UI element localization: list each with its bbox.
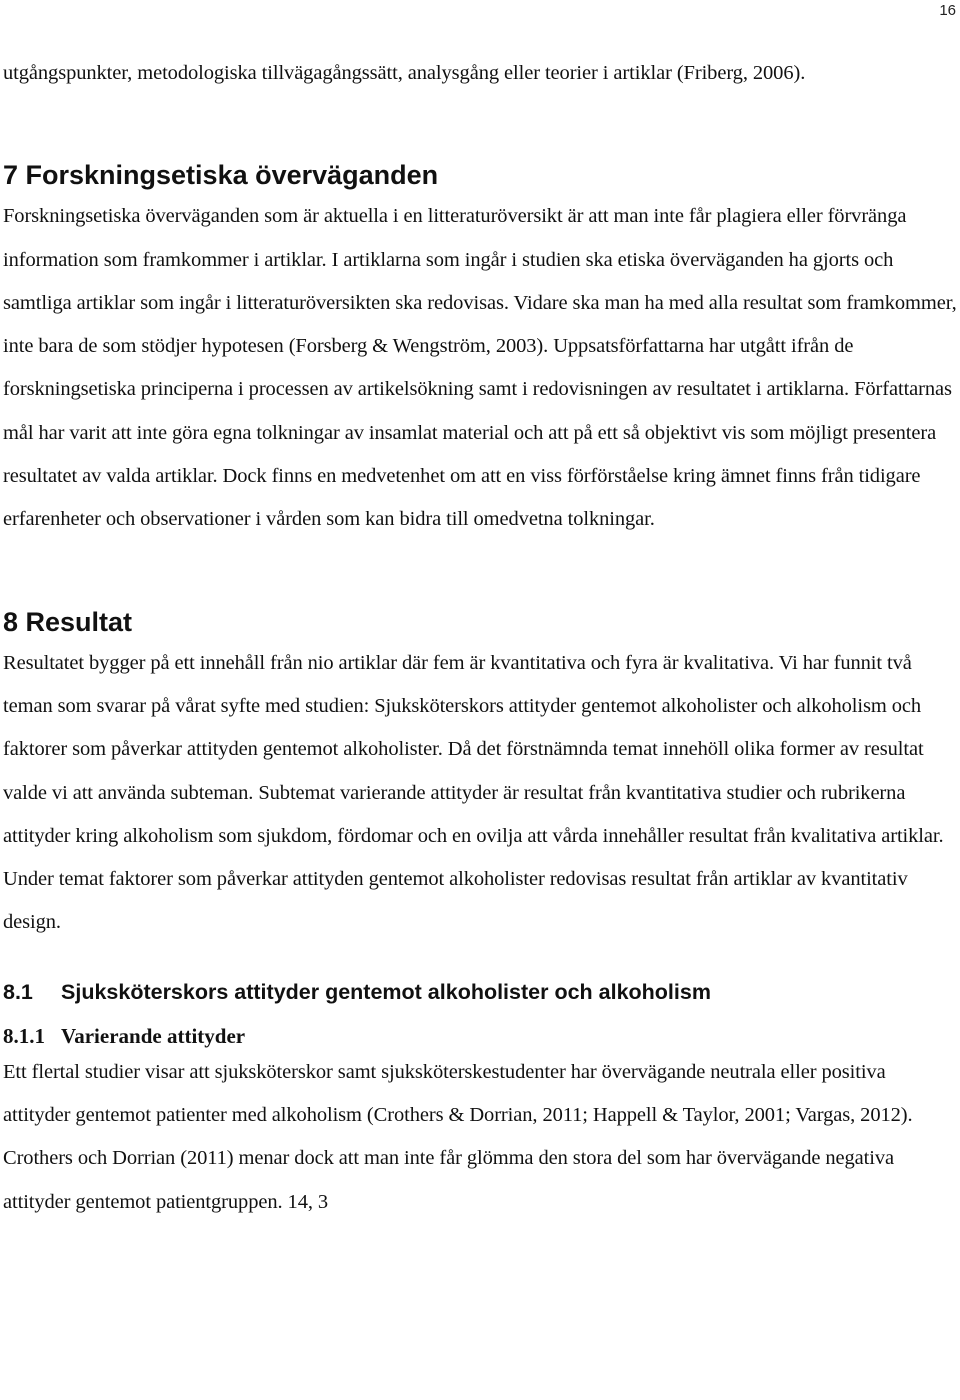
- spacer: [3, 542, 957, 602]
- spacer: [3, 945, 957, 977]
- section-8-1-title: Sjuksköterskors attityder gentemot alkoholister och alkoholism: [61, 979, 711, 1004]
- section-8-1-heading: [3, 977, 957, 1007]
- section-8-1-1-heading: [3, 1021, 957, 1051]
- section-8-paragraph: Resultatet bygger på ett innehåll från nio artiklar där fem är kvantitativa och fyra är kvalitativa. Vi har funnit två teman som svarar på vårat syfte med studien: Sjuksköterskors attityder gentemot alkoholister och alkoholism och faktorer som påverkar attityden gentemot alkoholister. Då det förstnämnda temat innehöll olika former av resultat valde vi att använda subteman. Subtemat varierande attityder är resultat från kvantitativa studier och rubrikerna attityder kring alkoholism som sjukdom, fördomar och en ovilja att vårda innehåller resultat från kvalitativa artiklar. Under temat faktorer som påverkar attityden gentemot alkoholister redovisas resultat från artiklar av kvantitativ design.: [3, 651, 944, 934]
- intro-paragraph: utgångspunkter, metodologiska tillvägagångssätt, analysgång eller teorier i artiklar (Friberg, 2006).: [3, 62, 806, 84]
- section-8-1-1-title: Varierande attityder: [61, 1023, 246, 1048]
- spacer: [3, 1007, 957, 1021]
- spacer: [3, 95, 957, 155]
- section-7-paragraph: Forskningsetiska överväganden som är aktuella i en litteraturöversikt är att man inte får plagiera eller förvränga information som framkommer i artiklar. I artiklarna som ingår i studien ska etiska överväganden ha gjorts och samtliga artiklar som ingår i litteraturöversikten ska redovisas. Vidare ska man ha med alla resultat som framkommer, inte bara de som stödjer hypotesen (Forsberg & Wengström, 2003). Uppsatsförfattarna har utgått ifrån de forskningsetiska principerna i processen av artikelsökning samt i redovisningen av resultatet i artiklarna. Författarnas mål har varit att inte göra egna tolkningar av insamlat material och att på ett så objektivt vis som möjligt presentera resultatet av valda artiklar. Dock finns en medvetenhet om att en viss förförståelse kring ämnet finns från tidigare erfarenheter och observationer i vården som kan bidra till omedvetna tolkningar.: [3, 205, 957, 531]
- document-body: [3, 52, 957, 1224]
- section-8-1-number: 8.1: [3, 979, 33, 1004]
- section-8-1-1-paragraph: Ett flertal studier visar att sjuksköterskor samt sjuksköterskestudenter har övervägande neutrala eller positiva attityder gentemot patienter med alkoholism (Crothers & Dorrian, 2011; Happell & Taylor, 2001; Vargas, 2012). Crothers och Dorrian (2011) menar dock att man inte får glömma den stora del som har övervägande negativa attityder gentemot patientgruppen. 14, 3: [3, 1060, 913, 1213]
- page-number: 16: [939, 2, 956, 19]
- section-7-heading: 7 Forskningsetiska överväganden: [3, 160, 439, 191]
- section-8-1-1-number: 8.1.1: [3, 1023, 45, 1048]
- section-8-heading: 8 Resultat: [3, 606, 133, 637]
